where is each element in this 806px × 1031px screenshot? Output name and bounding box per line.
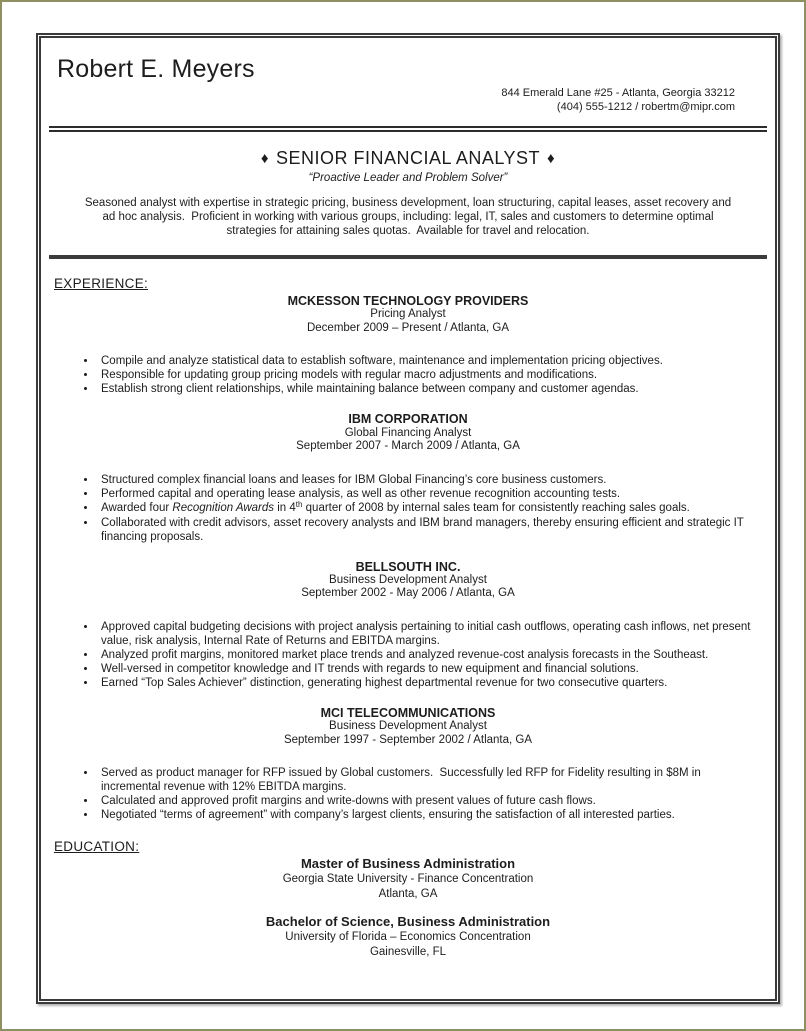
job-bullet: • Collaborated with credit advisors, asset recovery analysts and IBM brand managers, thereby ensuring efficient and strategic IT financing proposals. [97, 516, 753, 544]
job-mckesson [49, 294, 767, 396]
job-bullet: • Performed capital and operating lease analysis, as well as other revenue recognition accounting tests. [97, 487, 753, 501]
candidate-name: Robert E. Meyers [57, 55, 255, 83]
job-dates: December 2009 – Present / Atlanta, GA [306, 321, 509, 334]
summary-line: ad hoc analysis. Proficient in working with various groups, including: legal, IT, sales and customers to determine optimal [102, 210, 714, 223]
degree-mba [49, 857, 767, 901]
job-bullet-list [49, 354, 753, 396]
summary-paragraph [49, 196, 767, 238]
bullet-text-italic: Recognition Awards [172, 501, 275, 514]
resume-title [49, 148, 767, 169]
job-bullet-list [49, 766, 753, 822]
job-bullet: • Earned “Top Sales Achiever” distinction, generating highest departmental revenue for two consecutive quarters. [97, 676, 753, 690]
phone-email-line: (404) 555-1212 / robertm@mipr.com [556, 100, 735, 113]
job-bullet: • Approved capital budgeting decisions with project analysis pertaining to initial cash outflows, operating cash inflows, net present value, risk analysis, Internal Rate of Returns and EBITDA margins. [97, 620, 753, 648]
job-bullet-list [49, 620, 753, 690]
resume-title-text: SENIOR FINANCIAL ANALYST [275, 148, 541, 169]
degree-title: Master of Business Administration [300, 856, 516, 872]
job-bullet: • Well-versed in competitor knowledge and IT trends with regards to new equipment and financial solutions. [97, 662, 753, 676]
header-divider [49, 126, 767, 132]
job-dates: September 1997 - September 2002 / Atlanta, GA [283, 733, 533, 746]
job-bullet: • Served as product manager for RFP issued by Global customers. Successfully led RFP for Fidelity resulting in $8M in incremental revenue with 12% EBITDA margins. [97, 766, 753, 794]
job-bullet: • Negotiated “terms of agreement” with company’s largest clients, ensuring the satisfaction of all interested parties. [97, 808, 753, 822]
title-block [49, 148, 767, 184]
job-bullet: • Calculated and approved profit margins and write-downs with present values of future cash flows. [97, 794, 753, 808]
summary-line: strategies for attaining sales quotas. Available for travel and relocation. [226, 224, 590, 237]
job-bullet: • Compile and analyze statistical data to establish software, maintenance and implementation pricing objectives. [97, 354, 753, 368]
experience-heading: EXPERIENCE: [54, 275, 149, 291]
job-bellsouth [49, 560, 767, 690]
degree-location: Gainesville, FL [369, 945, 447, 958]
job-bullet: • Responsible for updating group pricing models with regular macro adjustments and modifications. [97, 368, 753, 382]
job-dates: September 2007 - March 2009 / Atlanta, GA [296, 440, 520, 453]
job-mci [49, 706, 767, 822]
job-bullet: • Structured complex financial loans and leases for IBM Global Financing’s core business customers. [97, 473, 753, 487]
degree-bs [49, 915, 767, 959]
job-company: MCKESSON TECHNOLOGY PROVIDERS [287, 293, 529, 308]
diamond-left-icon: ♦ [260, 150, 269, 168]
job-company: BELLSOUTH INC. [355, 559, 461, 574]
address-line: 844 Emerald Lane #25 - Atlanta, Georgia 33212 [501, 86, 735, 99]
job-role: Pricing Analyst [370, 308, 446, 321]
job-bullet [97, 501, 753, 516]
job-company: MCI TELECOMMUNICATIONS [320, 705, 496, 720]
diamond-right-icon: ♦ [547, 150, 556, 168]
job-role: Business Development Analyst [329, 573, 487, 586]
degree-title: Bachelor of Science, Business Administration [265, 914, 551, 930]
job-company: IBM CORPORATION [348, 412, 468, 427]
education-heading: EDUCATION: [54, 839, 140, 855]
job-ibm [49, 412, 767, 543]
summary-line: Seasoned analyst with expertise in strategic pricing, business development, loan structuring, capital leases, asset recovery and [84, 196, 732, 209]
resume-document [36, 33, 780, 1004]
bullet-text: quarter of 2008 by internal sales team for consistently reaching sales goals. [302, 501, 690, 514]
bullet-text: Awarded four [101, 501, 173, 514]
bullet-text: in 4 [274, 501, 296, 514]
job-bullet: • Establish strong client relationships, while maintaining balance between company and customer agendas. [97, 382, 753, 396]
tagline: “Proactive Leader and Problem Solver” [308, 171, 508, 184]
job-dates: September 2002 - May 2006 / Atlanta, GA [301, 587, 515, 600]
degree-school: University of Florida – Economics Concentration [285, 931, 531, 944]
job-role: Global Financing Analyst [344, 426, 472, 439]
job-bullet-list [49, 473, 753, 544]
job-bullet: • Analyzed profit margins, monitored market place trends and analyzed revenue-cost analysis forecasts in the Southeast. [97, 648, 753, 662]
degree-school: Georgia State University - Finance Concentration [282, 873, 534, 886]
degree-location: Atlanta, GA [378, 887, 438, 900]
job-role: Business Development Analyst [329, 720, 487, 733]
summary-divider [49, 255, 767, 259]
bullet-text-superscript: th [295, 499, 303, 509]
contact-block [49, 86, 735, 115]
